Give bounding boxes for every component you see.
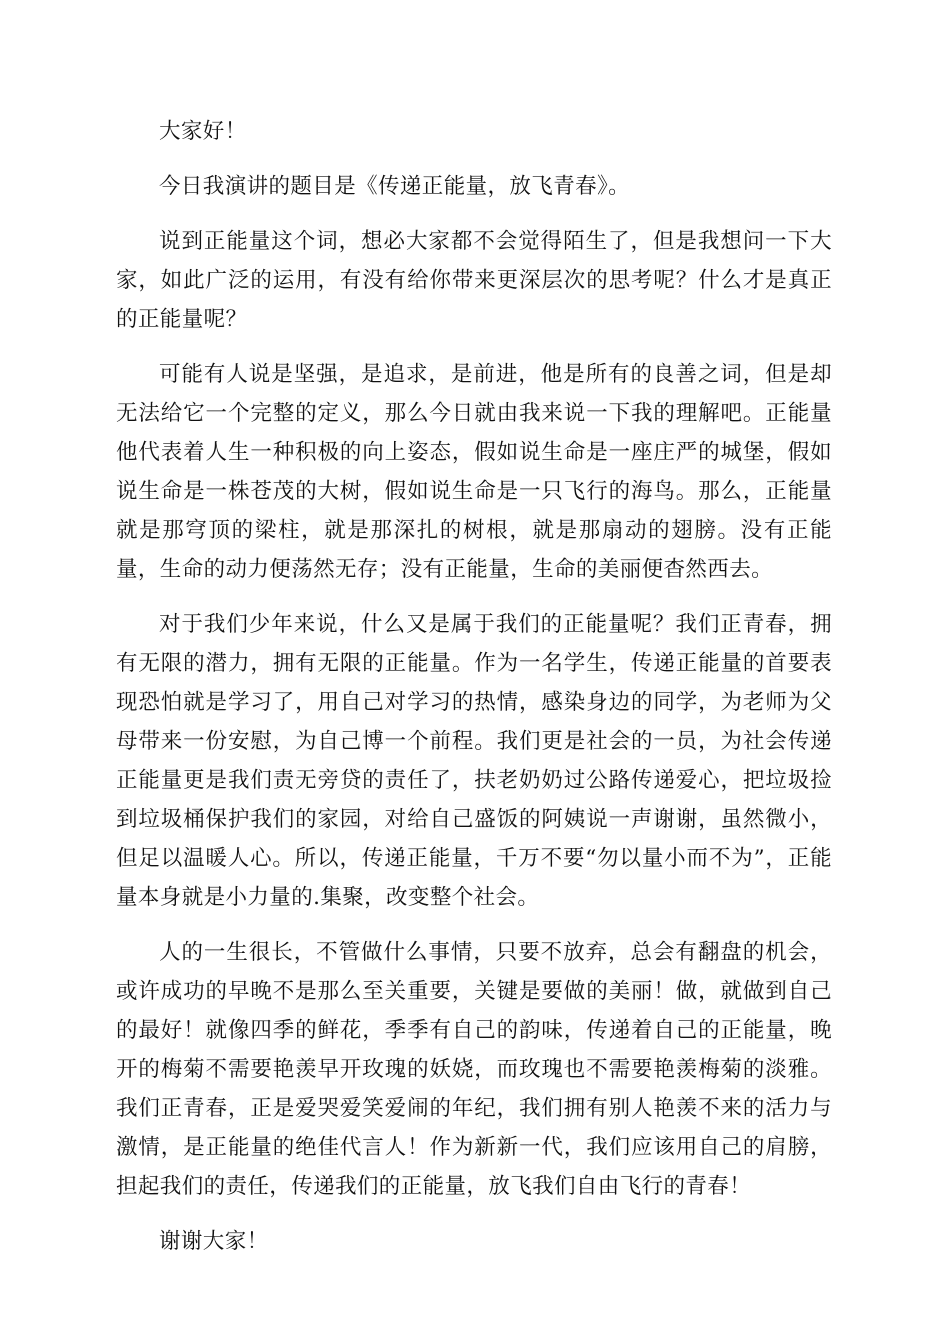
body-paragraph: 说到正能量这个词，想必大家都不会觉得陌生了，但是我想问一下大家，如此广泛的运用，有没有给你带来更深层次的思考呢？什么才是真正的正能量呢？ bbox=[116, 229, 832, 332]
greeting-paragraph: 大家好！ bbox=[159, 119, 247, 144]
body-paragraph: 人的一生很长，不管做什么事情，只要不放弃，总会有翻盘的机会，或许成功的早晚不是那么至关重要，关键是要做的美丽！做，就做到自己的最好！就像四季的鲜花，季季有自己的韵味，传递着自己的正能量，晚开的梅菊不需要艳羡早开玫瑰的妖娆，而玫瑰也不需要艳羡梅菊的淡雅。我们正青春，正是爱哭爱笑爱闹的年纪，我们拥有别人艳羡不来的活力与激情，是正能量的绝佳代言人！作为新新一代，我们应该用自己的肩膀，担起我们的责任，传递我们的正能量，放飞我们自由飞行的青春！ bbox=[116, 940, 832, 1199]
topic-paragraph: 今日我演讲的题目是《传递正能量，放飞青春》。 bbox=[159, 174, 631, 199]
body-paragraph: 对于我们少年来说，什么又是属于我们的正能量呢？我们正青春，拥有无限的潜力，拥有无限的正能量。作为一名学生，传递正能量的首要表现恐怕就是学习了，用自己对学习的热情，感染身边的同学，为老师为父母带来一份安慰，为自己博一个前程。我们更是社会的一员，为社会传递正能量更是我们责无旁贷的责任了，扶老奶奶过公路传递爱心，把垃圾捡到垃圾桶保护我们的家园，对给自己盛饭的阿姨说一声谢谢，虽然微小，但足以温暖人心。所以，传递正能量，千万不要“勿以量小而不为”，正能量本身就是小力量的.集聚，改变整个社会。 bbox=[116, 612, 832, 910]
closing-paragraph: 谢谢大家！ bbox=[159, 1229, 269, 1254]
document-page bbox=[116, 112, 832, 1261]
body-paragraph: 可能有人说是坚强，是追求，是前进，他是所有的良善之词，但是却无法给它一个完整的定义，那么今日就由我来说一下我的理解吧。正能量他代表着人生一种积极的向上姿态，假如说生命是一座庄严的城堡，假如说生命是一株苍茂的大树，假如说生命是一只飞行的海鸟。那么，正能量就是那穹顶的梁柱，就是那深扎的树根，就是那扇动的翅膀。没有正能量，生命的动力便荡然无存；没有正能量，生命的美丽便杳然西去。 bbox=[116, 362, 832, 582]
